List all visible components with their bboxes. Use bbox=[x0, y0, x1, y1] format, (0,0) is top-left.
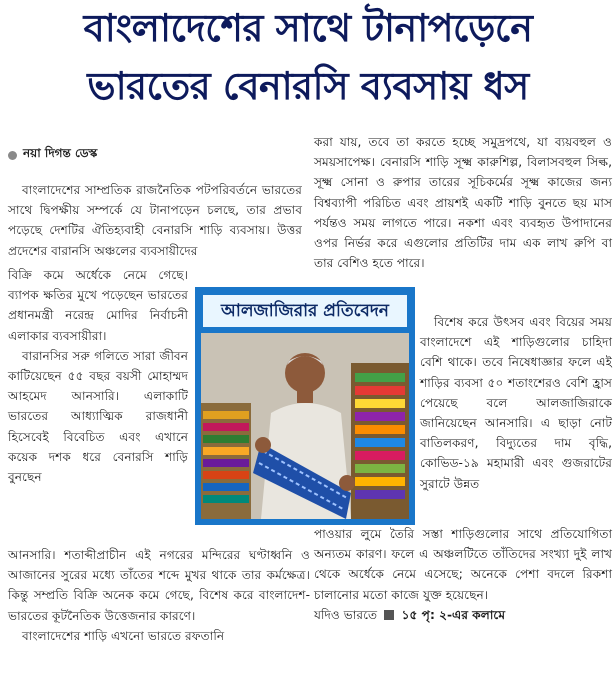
left-para-2-narrow-text: বারানসির সরু গলিতে সারা জীবন কাটিয়েছেন ৫৫ বছর বয়সী মোহাম্মদ আহমেদ আনসারি। এলাকাটি ভারতের আধ্যাত্মিক রাজধানী হিসেবেই বিবেচিত এবং এখানে কয়েক দশক ধরে বেনারসি শাড়ি বুনছেন bbox=[8, 348, 188, 485]
left-para-2-wide-text: আনসারি। শতাব্দীপ্রাচীন এই নগরের মন্দিরের ঘণ্টাধ্বনি ও আজানের সুরের মধ্যে তাঁতের শব্দে মুখর থাকে তার কর্মক্ষেত্র। কিন্তু সম্প্রতি বিক্রি অনেক কমে গেছে, বিশেষ করে বাংলাদেশ-ভারতের কূটনৈতিক উত্তেজনার কারণে। bbox=[8, 548, 310, 623]
left-para-3-text: বাংলাদেশের শাড়ি এখনো ভারতে রফতানি bbox=[22, 628, 225, 643]
right-paragraph-1 bbox=[314, 132, 612, 273]
right-narrow-column bbox=[420, 312, 612, 494]
right-para-3-lead: যদিও ভারতে bbox=[314, 607, 378, 622]
weaver-photo bbox=[201, 333, 409, 519]
continuation-line bbox=[314, 605, 612, 625]
square-icon bbox=[384, 610, 394, 620]
left-paragraph-1 bbox=[8, 180, 302, 261]
right-bottom-column bbox=[314, 524, 612, 625]
byline-block bbox=[8, 145, 302, 177]
right-para-2-wide-text: পাওয়ার লুমে তৈরি সস্তা শাড়িগুলোর সাথে প্রতিযোগিতা অন্যতম কারণ। ফলে এ অঞ্চলটিতে তাঁতিদের সংখ্যা দুই লাখ থেকে অর্ধেকে নেমে এসেছে; অনেকে পেশা বদলে রিকশা চালানোর মতো কাজে যুক্ত হয়েছেন। bbox=[314, 527, 612, 602]
figure-caption: আলজাজিরার প্রতিবেদন bbox=[203, 295, 407, 327]
left-bottom-column bbox=[8, 545, 310, 646]
left-para-1-narrow-text: বিক্রি কমে অর্ধেকে নেমে গেছে। ব্যাপক ক্ষতির মুখে পড়েছেন ভারতের প্রধানমন্ত্রী নরেন্দ্র মোদির নির্বাচনী এলাকার ব্যবসায়ীরা। bbox=[8, 268, 188, 343]
left-para-1-text: বাংলাদেশের সাম্প্রতিক রাজনৈতিক পটপরিবর্তনে ভারতের সাথে দ্বিপক্ষীয় সম্পর্কে যে টানাপড়েন চলছে, তার প্রভাব পড়েছে দেশটির ঐতিহ্যবাহী বেনারসি শাড়ি ব্যবসায়। উত্তর প্রদেশের বারানসি অঞ্চলের ব্যবসায়ীদের bbox=[8, 183, 302, 258]
right-para-2-narrow-text: বিশেষ করে উৎসব এবং বিয়ের সময় বাংলাদেশে এই শাড়িগুলোর চাহিদা বেশি থাকে। তবে নিষেধাজ্ঞার ফলে এই শাড়ির ব্যবসা ৫০ শতাংশেরও বেশি হ্রাস পেয়েছে বলে আলজাজিরাকে জানিয়েছেন আনসারি। এ ছাড়া নোট বাতিলকরণ, বিদ্যুতের দাম বৃদ্ধি, কোভিড-১৯ মহামারী এবং গুজরাটের সুরাটে উন্নত bbox=[420, 315, 612, 491]
photo-box bbox=[195, 287, 415, 525]
right-para-1-text: করা যায়, তবে তা করতে হচ্ছে সমুদ্রপথে, যা ব্যয়বহুল ও সময়সাপেক্ষ। বেনারসি শাড়ি সূক্ষ্ম কারুশিল্প, বিলাসবহুল সিল্ক, সূক্ষ্ম সোনা ও রুপার তারের সূচিকর্মের সূক্ষ্ম কাজের জন্য বিশ্বব্যাপী পরিচিত এবং প্রায়শই একটি শাড়ি বুনতে ছয় মাস পর্যন্তও সময় লাগতে পারে। নকশা এবং ব্যবহৃত উপাদানের ওপর নির্ভর করে এগুলোর প্রতিটির দাম এক লাখ রুপি বা তার বেশিও হতে পারে। bbox=[314, 135, 612, 271]
bullet-icon bbox=[8, 151, 17, 160]
byline-text: নয়া দিগন্ত ডেস্ক bbox=[23, 146, 98, 160]
weaver-photo-illustration bbox=[201, 333, 409, 519]
byline bbox=[8, 145, 302, 165]
left-narrow-column bbox=[8, 265, 188, 487]
headline-line-2: ভারতের বেনারসি ব্যবসায় ধস bbox=[87, 64, 529, 108]
headline-line-1: বাংলাদেশের সাথে টানাপড়েনে bbox=[83, 6, 533, 50]
continuation-ref: ১৫ পৃ: ২-এর কলামে bbox=[401, 607, 506, 622]
